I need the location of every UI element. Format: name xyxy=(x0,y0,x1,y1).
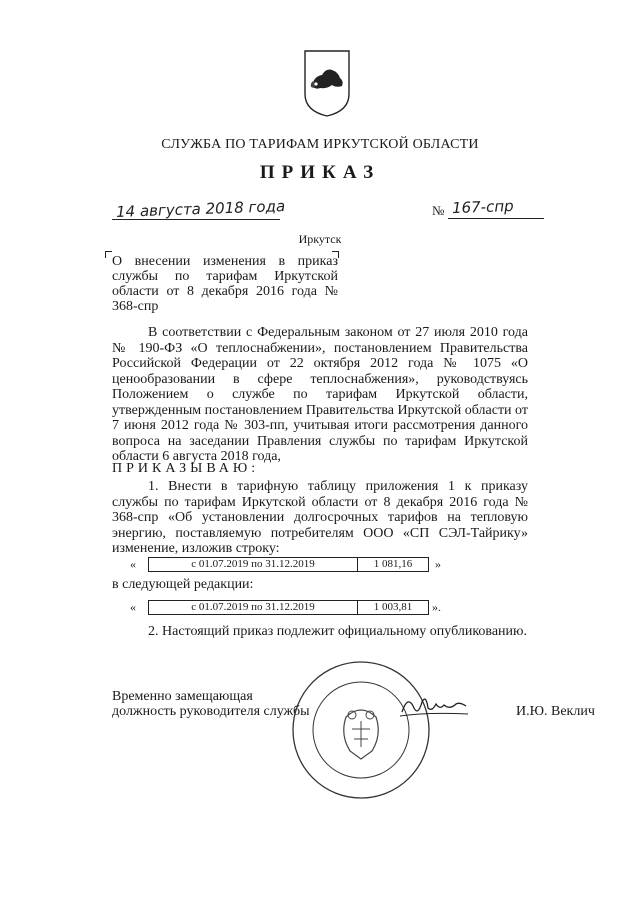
subject-corner-left xyxy=(105,251,112,258)
agency-name: СЛУЖБА ПО ТАРИФАМ ИРКУТСКОЙ ОБЛАСТИ xyxy=(161,137,479,152)
date-underline xyxy=(112,219,280,220)
tariff-value-cell: 1 003,81 xyxy=(357,600,429,615)
number-label: № xyxy=(432,203,445,218)
next-edition-label: в следующей редакции: xyxy=(112,577,254,592)
handwritten-number: 167-спр xyxy=(451,196,514,218)
close-quote: ». xyxy=(432,600,441,614)
preamble-paragraph: В соответствии с Федеральным законом от 27 июля 2010 года № 190-ФЗ «О теплоснабжении», постановлением Правительства Российской Федерации от 22 октября 2012 года № 1075 «О ценообразовании в сфере теплоснабжения», руководствуясь Положением о службе по тарифам Иркутской области, утвержденным постановлением Правительства Иркутской области от 7 июня 2012 года № 303-пп, учитывая итоги рассмотрения данного вопроса на заседании Правления службы по тарифам Иркутской области 6 августа 2018 года, xyxy=(112,325,528,464)
city: Иркутск xyxy=(298,232,342,246)
coat-of-arms-emblem xyxy=(302,48,352,118)
document-title: ПРИКАЗ xyxy=(259,162,381,183)
order-verb: ПРИКАЗЫВАЮ: xyxy=(112,461,260,476)
official-seal xyxy=(286,655,436,805)
position-line-1: Временно замещающая xyxy=(112,689,253,704)
open-quote: « xyxy=(130,600,136,614)
handwritten-date: 14 августа 2018 года xyxy=(115,197,286,221)
tariff-value-cell: 1 081,16 xyxy=(357,557,429,572)
position-line-2: должность руководителя службы xyxy=(112,704,310,719)
signer-name: И.Ю. Веклич xyxy=(516,704,595,719)
open-quote: « xyxy=(130,557,136,571)
tariff-period-cell: с 01.07.2019 по 31.12.2019 xyxy=(148,600,358,615)
handwritten-signature xyxy=(398,690,470,720)
number-underline xyxy=(448,218,544,219)
item-2-paragraph: 2. Настоящий приказ подлежит официальному опубликованию. xyxy=(148,624,527,639)
item-1-paragraph: 1. Внести в тарифную таблицу приложения 1 к приказу службы по тарифам Иркутской области от 8 декабря 2016 года № 368-спр «Об установлении долгосрочных тарифов на тепловую энергию, поставляемую потребителям ООО «СП СЭЛ-Тайрику» изменение, изложив строку: xyxy=(112,479,528,556)
tariff-period-cell: с 01.07.2019 по 31.12.2019 xyxy=(148,557,358,572)
subject-block: О внесении изменения в приказ службы по тарифам Иркутской области от 8 декабря 2016 года № 368-спр xyxy=(112,254,338,314)
signatory-position xyxy=(112,689,310,719)
close-quote: » xyxy=(435,557,441,571)
